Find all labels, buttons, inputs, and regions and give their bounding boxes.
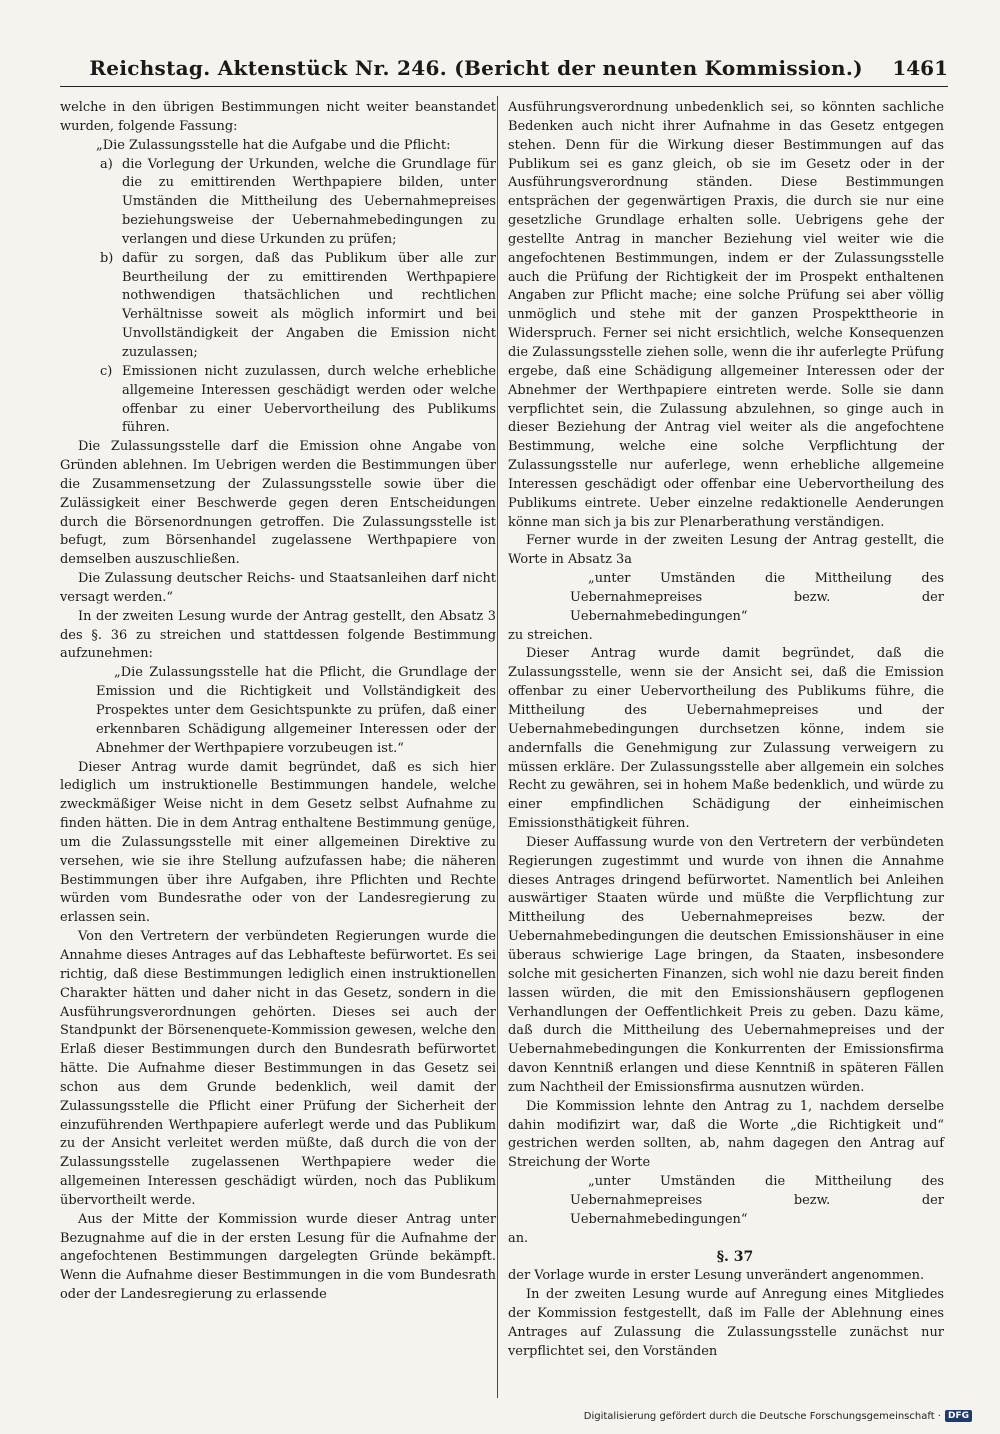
paragraph: welche in den übrigen Bestimmungen nicht weiter beanstandet wurden, folgende Fassung: <box>60 100 496 134</box>
paragraph: an. <box>508 1230 529 1246</box>
quote: „unter Umständen die Mittheilung des Uebernahmepreises bezw. der Uebernahmebedingungen“ <box>570 1174 944 1227</box>
paragraph: Die Zulassungsstelle darf die Emission ohne Angabe von Gründen ablehnen. Im Uebrigen werden die Bestimmungen über die Zusammensetzung der Zulassungsstelle sowie über die Zulässigkeit einer Beschwerde gegen deren Entscheidungen durch die Börsenordnungen getroffen. Die Zulassungsstelle ist befugt, zum Börsenhandel zugelassene Werthpapiere von demselben auszuschließen. <box>60 439 496 568</box>
list-item-text: dafür zu sorgen, daß das Publikum über alle zur Beurtheilung der zu emittirenden Werthpapiere nothwendigen thatsächlichen und rechtlichen Verhältnisse soweit als möglich informirt und bei Unvollständigkeit der Angaben die Emission nicht zuzulassen; <box>122 250 496 360</box>
list-marker: b) <box>100 250 114 266</box>
left-column <box>60 99 496 1305</box>
page-header <box>60 56 948 87</box>
dfg-logo-icon: DFG <box>945 1410 972 1422</box>
quote: „Die Zulassungsstelle hat die Pflicht, die Grundlage der Emission und die Richtigkeit und Vollständigkeit des Prospektes unter dem Gesichtspunkte zu prüfen, daß einer erkennbaren Schädigung allgemeiner Interessen oder der Abnehmer der Werthpapiere vorzubeugen ist.“ <box>96 665 496 756</box>
quote: „unter Umständen die Mittheilung des Uebernahmepreises bezw. der Uebernahmebedingungen“ <box>570 571 944 624</box>
right-column <box>508 99 944 1362</box>
paragraph: In der zweiten Lesung wurde auf Anregung eines Mitgliedes der Kommission festgestellt, daß im Falle der Ablehnung eines Antrages auf Zulassung die Zulassungsstelle zunächst nur verpflichtet sei, den Vorständen <box>508 1287 944 1359</box>
list-item-text: Emissionen nicht zuzulassen, durch welche erhebliche allgemeine Interessen geschädigt werden oder welche offenbar zu einer Uebervortheilung des Publikums führen. <box>122 363 496 436</box>
footer-credit: Digitalisierung gefördert durch die Deutsche Forschungsgemeinschaft · <box>583 1410 941 1422</box>
footer <box>584 1410 972 1422</box>
paragraph: Dieser Antrag wurde damit begründet, daß es sich hier lediglich um instruktionelle Bestimmungen handele, welche zweckmäßiger Weise nicht in dem Gesetz selbst Aufnahme zu finden hätten. Die in dem Antrag enthaltene Bestimmung genüge, um die Zulassungsstelle mit einer allgemeinen Direktive zu versehen, wie sie ihre Stellung aufzufassen habe; die näheren Bestimmungen über ihre Aufgaben, ihre Pflichten und Rechte würden vom Bundesrathe oder von der Landesregierung zu erlassen sein. <box>60 759 496 926</box>
paragraph: Die Kommission lehnte den Antrag zu 1, nachdem derselbe dahin modifizirt war, daß die Worte „die Richtigkeit und“ gestrichen werden sollten, ab, nahm dagegen den Antrag auf Streichung der Worte <box>508 1098 944 1171</box>
list-marker: a) <box>100 156 113 172</box>
list-item <box>100 250 496 363</box>
list-item <box>100 156 496 250</box>
paragraph: Dieser Auffassung wurde von den Vertretern der verbündeten Regierungen zugestimmt und wurde von ihnen die Annahme dieses Antrages dringend befürwortet. Namentlich bei Anleihen auswärtiger Staaten würde und müßte die Verpflichtung zur Mittheilung des Uebernahmepreises bezw. der Uebernahmebedingungen die deutschen Emissionshäuser in eine überaus schwierige Lage bringen, da Staaten, insbesondere solche mit gesicherten Finanzen, sich wohl nie dazu bereit finden lassen würden, die mit den Emissionshäusern gepflogenen Verhandlungen der Oeffentlichkeit Preis zu geben. Dazu käme, daß durch die Mittheilung des Uebernahmepreises und der Uebernahmebedingungen die Konkurrenten der Emissionsfirma davon Kenntniß erlangen und diese Kenntniß in späteren Fällen zum Nachtheil der Emissionsfirma ausnutzen würden. <box>508 834 944 1095</box>
paragraph: Aus der Mitte der Kommission wurde dieser Antrag unter Bezugnahme auf die in der ersten Lesung für die Aufnahme der angefochtenen Bestimmungen dargelegten Gründe bekämpft. Wenn die Aufnahme dieser Bestimmungen in die vom Bundesrath oder der Landesregierung zu erlassende <box>60 1211 496 1303</box>
paragraph: In der zweiten Lesung wurde der Antrag gestellt, den Absatz 3 des §. 36 zu streichen und stattdessen folgende Bestimmung aufzunehmen: <box>60 608 496 662</box>
running-title: Reichstag. Aktenstück Nr. 246. (Bericht der neunten Kommission.) <box>89 56 863 80</box>
paragraph: Die Zulassung deutscher Reichs- und Staatsanleihen darf nicht versagt werden.“ <box>60 571 496 605</box>
enumerated-list <box>60 156 496 439</box>
column-divider <box>497 96 498 1398</box>
paragraph: Von den Vertretern der verbündeten Regierungen wurde die Annahme dieses Antrages auf das Lebhafteste befürwortet. Es sei richtig, daß diese Bestimmungen lediglich einen instruktionellen Charakter hätten und daher nicht in das Gesetz, sondern in die Ausführungsverordnungen gehörten. Dieses sei auch der Standpunkt der Börsenenquete-Kommission gewesen, welche den Erlaß dieser Bestimmungen durch den Bundesrath befürwortet hätte. Die Aufnahme dieser Bestimmungen in das Gesetz sei schon aus dem Grunde bedenklich, weil damit der Zulassungsstelle die Pflicht einer Prüfung der Sicherheit der einzuführenden Werthpapiere auferlegt werde und das Publikum zu der Ansicht verleitet werden müßte, daß durch die von der Zulassungsstelle zugelassenen Werthpapiere weder die allgemeinen Interessen geschädigt würden, noch das Publikum übervortheilt werde. <box>60 929 496 1208</box>
page-number: 1461 <box>892 56 948 80</box>
paragraph: zu streichen. <box>508 627 593 643</box>
paragraph: Ausführungsverordnung unbedenklich sei, so könnten sachliche Bedenken auch nicht ihrer Aufnahme in das Gesetz entgegen stehen. Denn für die Wirkung dieser Bestimmungen auf das Publikum sei es ganz gleich, ob sie im Gesetz oder in der Ausführungsverordnung ständen. Diese Bestimmungen entsprächen der gegenwärtigen Praxis, die durch sie nur eine gesetzliche Grundlage erhalten solle. Uebrigens gehe der gestellte Antrag in mancher Beziehung viel weiter wie die angefochtenen Bestimmungen, indem er der Zulassungsstelle auch die Prüfung der Richtigkeit der im Prospekt enthaltenen Angaben zur Pflicht mache; eine solche Prüfung sei aber völlig unmöglich und stehe mit der ganzen Prospekttheorie in Widerspruch. Ferner sei nicht ersichtlich, welche Konsequenzen die Zulassungsstelle ziehen solle, wenn die ihr auferlegte Prüfung ergebe, daß eine Schädigung allgemeiner Interessen oder der Abnehmer der Werthpapiere eintreten werde. Solle sie dann verpflichtet sein, die Zulassung abzulehnen, so ginge auch in dieser Beziehung der Antrag viel weiter als die angefochtene Bestimmung, welche eine solche Verpflichtung der Zulassungsstelle nur auferlege, wenn erhebliche allgemeine Interessen geschädigt oder offenbar eine Uebervortheilung des Publikums eintrete. Ueber einzelne redaktionelle Aenderungen könne man sich ja bis zur Plenarberathung verständigen. <box>508 100 944 530</box>
list-marker: c) <box>100 363 113 379</box>
paragraph: Ferner wurde in der zweiten Lesung der Antrag gestellt, die Worte in Absatz 3a <box>508 533 944 568</box>
paragraph: der Vorlage wurde in erster Lesung unverändert angenommen. <box>508 1268 925 1284</box>
paragraph: Dieser Antrag wurde damit begründet, daß die Zulassungsstelle, wenn sie der Ansicht sei, daß die Emission offenbar zu einer Uebervortheilung des Publikums führe, die Mittheilung des Uebernahmepreises und der Uebernahmebedingungen durchsetzen könne, indem sie andernfalls die Genehmigung zur Zulassung verweigern zu müssen erkläre. Der Zulassungsstelle aber allgemein ein solches Recht zu gewähren, sei in hohem Maße bedenklich, und würde zu einer empfindlichen Schädigung der einheimischen Emissionsthätigkeit führen. <box>508 646 944 832</box>
list-item-text: die Vorlegung der Urkunden, welche die Grundlage für die zu emittirenden Werthpapiere bilden, unter Umständen die Mittheilung des Uebernahmepreises beziehungsweise der Uebernahmebedingungen zu verlangen und diese Urkunden zu prüfen; <box>122 156 496 247</box>
list-item <box>100 363 496 438</box>
quote: „Die Zulassungsstelle hat die Aufgabe und die Pflicht: <box>96 137 451 153</box>
section-heading: §. 37 <box>716 1249 754 1266</box>
